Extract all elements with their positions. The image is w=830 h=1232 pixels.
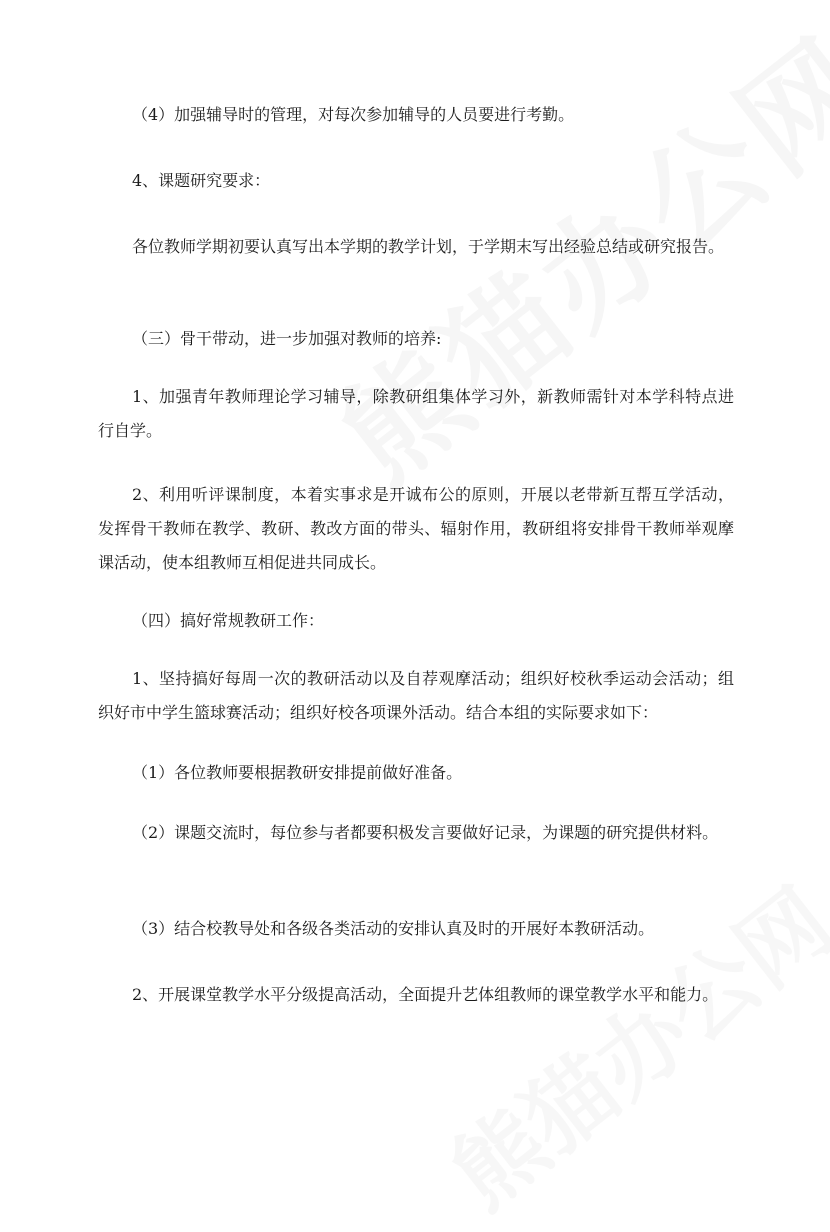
- paragraph: （3）结合校教导处和各级各类活动的安排认真及时的开展好本教研活动。: [132, 919, 655, 938]
- paragraph: （1）各位教师要根据教研安排提前做好准备。: [132, 763, 463, 782]
- paragraph: 1、坚持搞好每周一次的教研活动以及自荐观摩活动；组织好校秋季运动会活动；组织好市中学生篮球赛活动；组织好校各项课外活动。结合本组的实际要求如下：: [98, 669, 734, 722]
- section-heading: 4、课题研究要求：: [132, 171, 271, 190]
- section-heading: （四）搞好常规教研工作：: [132, 611, 325, 630]
- section-heading: （三）骨干带动，进一步加强对教师的培养:: [132, 329, 442, 348]
- paragraph: 2、开展课堂教学水平分级提高活动，全面提升艺体组教师的课堂教学水平和能力。: [132, 985, 719, 1004]
- paragraph: 1、加强青年教师理论学习辅导，除教研组集体学习外，新教师需针对本学科特点进行自学。: [98, 387, 734, 440]
- paragraph: 2、利用听评课制度，本着实事求是开诚布公的原则，开展以老带新互帮互学活动，发挥骨干教师在教学、教研、教改方面的带头、辐射作用，教研组将安排骨干教师举观摩课活动，使本组教师互相促进共同成长。: [98, 485, 734, 572]
- paragraph: （2）课题交流时，每位参与者都要积极发言要做好记录，为课题的研究提供材料。: [132, 823, 719, 842]
- watermark-secondary: [420, 853, 830, 1232]
- paragraph: （4）加强辅导时的管理，对每次参加辅导的人员要进行考勤。: [132, 105, 575, 124]
- paragraph: 各位教师学期初要认真写出本学期的教学计划，于学期末写出经验总结或研究报告。: [132, 237, 725, 256]
